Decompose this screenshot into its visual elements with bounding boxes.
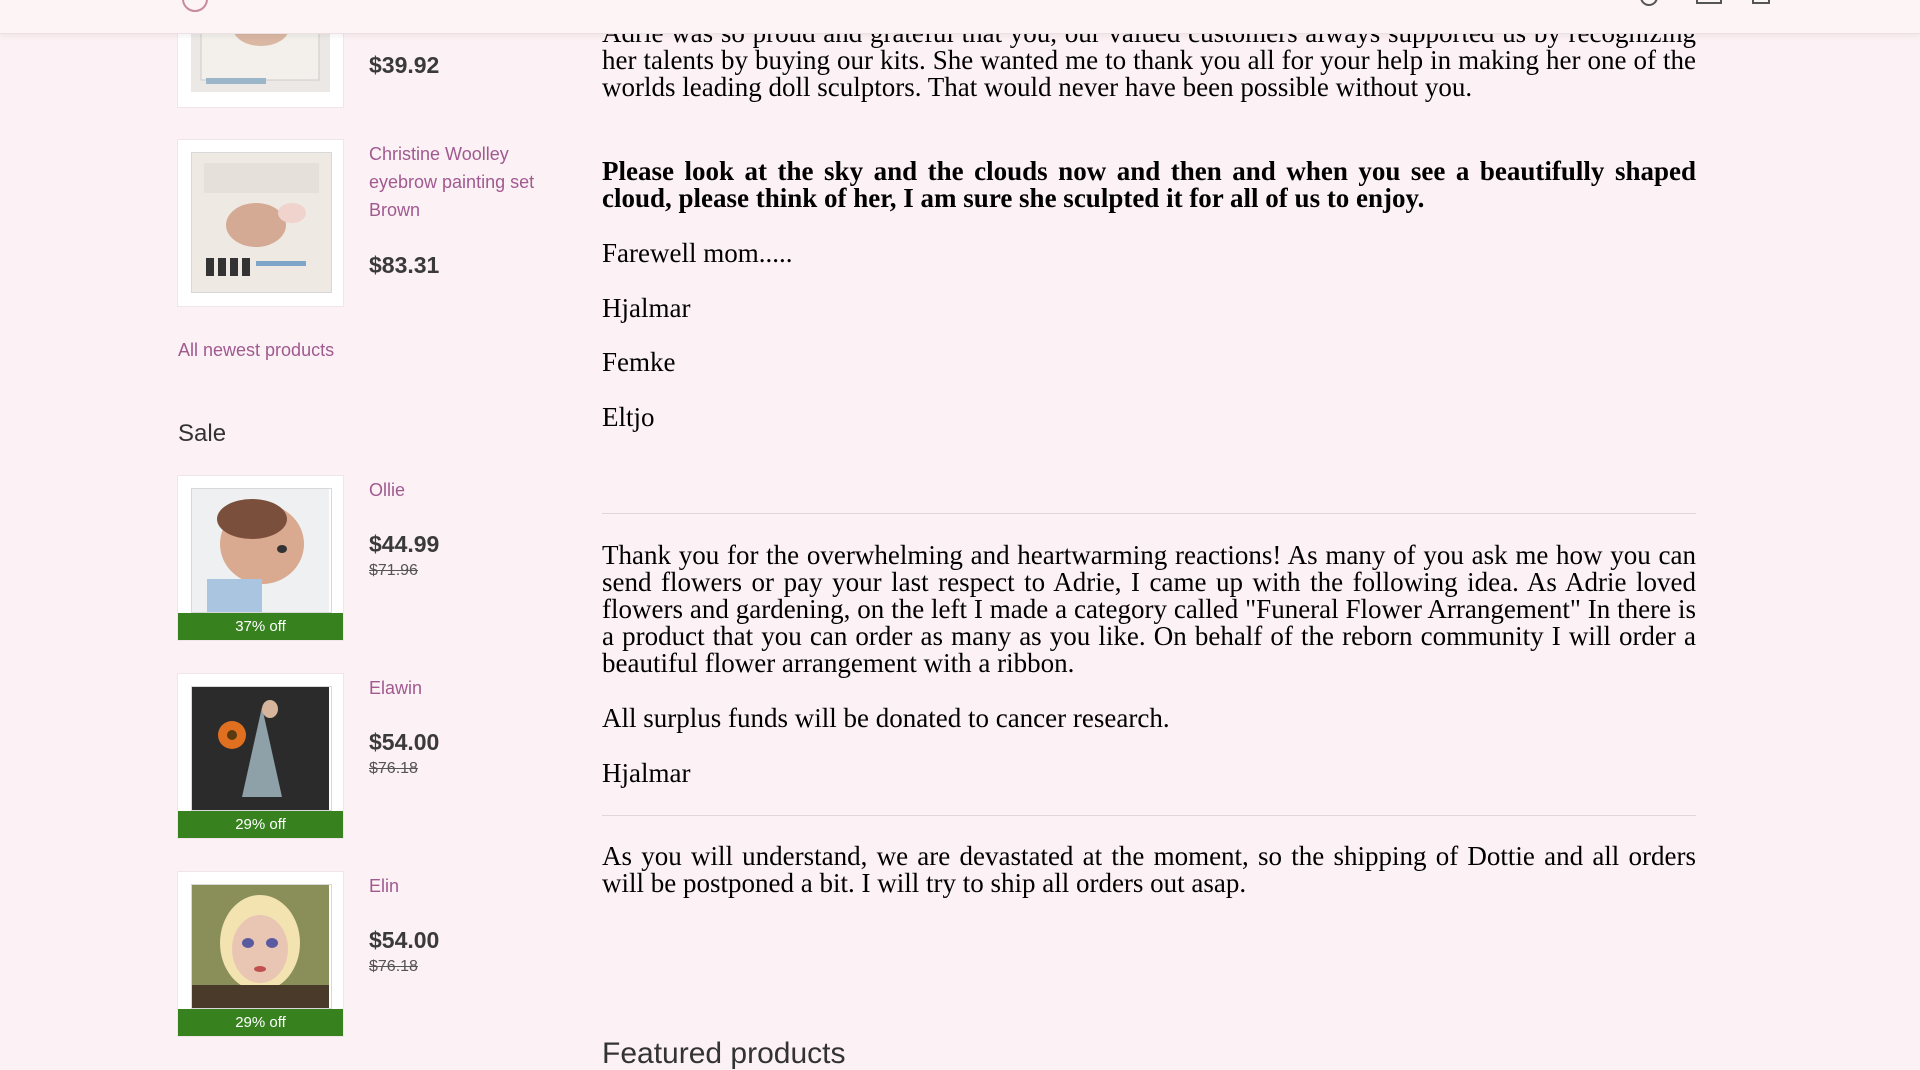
product-thumbnail[interactable] <box>178 140 343 306</box>
article-paragraph: Thank you for the overwhelming and heartwarming reactions! As many of you ask me how you can send flowers or pay your last respect to Adrie, I came up with the following idea. As Adrie loved flowers and gardening, on the left I made a category called "Funeral Flower Arrangement" In there is a product that you can order as many as you like. On behalf of the reborn community I will order a beautiful flower arrangement with a ribbon. <box>602 540 1696 678</box>
product-thumbnail[interactable] <box>178 674 343 838</box>
product-image <box>191 884 332 1009</box>
product-price: $39.92 <box>369 52 440 78</box>
discount-badge: 29% off <box>178 1009 343 1036</box>
discount-badge: 37% off <box>178 613 343 640</box>
product-price: $83.31 <box>369 252 440 278</box>
logo[interactable] <box>182 0 208 12</box>
product-name-link[interactable]: Elin <box>369 876 400 896</box>
article-signature: Hjalmar <box>602 293 691 323</box>
divider <box>602 815 1696 816</box>
product-image <box>191 488 332 613</box>
cart-icon[interactable] <box>1752 0 1770 4</box>
discount-badge: 29% off <box>178 811 343 838</box>
search-icon[interactable] <box>1640 0 1658 6</box>
product-name-link[interactable]: Christine Woolley eyebrow painting set Brown <box>369 144 535 220</box>
sale-heading: Sale <box>178 420 227 447</box>
product-image <box>191 686 332 811</box>
article-signature: Femke <box>602 347 676 377</box>
product-price: $54.00 <box>369 927 440 953</box>
product-thumbnail[interactable] <box>178 872 343 1036</box>
product-old-price: $76.18 <box>369 958 418 975</box>
product-name-link[interactable]: Ollie <box>369 480 406 500</box>
article-paragraph: All surplus funds will be donated to cancer research. <box>602 703 1170 733</box>
site-header <box>0 0 1920 34</box>
product-price: $44.99 <box>369 531 440 557</box>
featured-products-heading: Featured products <box>602 1037 846 1070</box>
product-price: $54.00 <box>369 729 440 755</box>
article-signature: Eltjo <box>602 402 655 432</box>
product-old-price: $71.96 <box>369 562 418 579</box>
product-old-price: $76.18 <box>369 760 418 777</box>
article-paragraph-bold: Please look at the sky and the clouds now and then and when you see a beautifully shaped cloud, please think of her, I am sure she sculpted it for all of us to enjoy. <box>602 156 1696 213</box>
article-paragraph: As you will understand, we are devastated at the moment, so the shipping of Dottie and all orders will be postponed a bit. I will try to ship all orders out asap. <box>602 841 1696 898</box>
article-paragraph: Farewell mom..... <box>602 238 793 268</box>
account-icon[interactable] <box>1696 0 1722 4</box>
product-name-link[interactable]: Elawin <box>369 678 423 698</box>
article-paragraph: her talents by buying our kits. She wanted me to thank you all for your help in making her one of the worlds leading doll sculptors. That would never have been possible without you. <box>602 45 1696 102</box>
divider <box>602 513 1696 514</box>
product-image <box>191 152 332 293</box>
article-signature: Hjalmar <box>602 758 691 788</box>
all-newest-products-link[interactable]: All newest products <box>178 340 335 360</box>
product-thumbnail[interactable] <box>178 476 343 640</box>
